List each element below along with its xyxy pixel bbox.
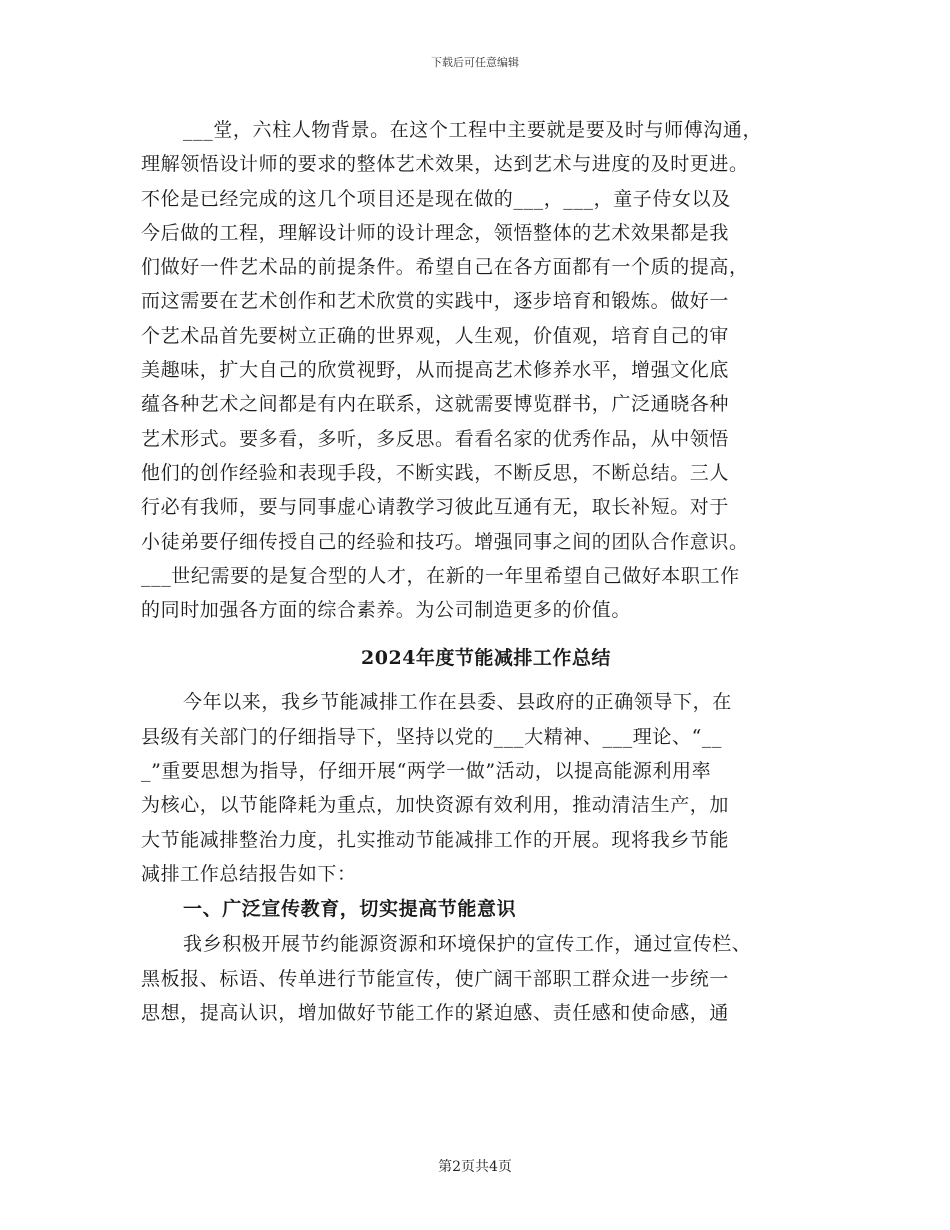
header-note: 下载后可任意编辑 [431,56,519,69]
page-number-footer: 第2页共4页 [438,1159,512,1175]
text-line: 小徒弟要仔细传授自己的经验和技巧。增强同事之间的团队合作意识。 [141,530,749,553]
text-line: 为核心，以节能降耗为重点，加快资源有效利用，推动清洁生产，加 [141,794,730,817]
text-line: 行必有我师，要与同事虚心请教学习彼此互通有无，取长补短。对于 [141,496,730,519]
text-line: 们做好一件艺术品的前提条件。希望自己在各方面都有一个质的提高， [141,256,749,279]
document-body [141,113,831,1030]
text-line: 艺术形式。要多看，多听，多反思。看看名家的优秀作品，从中领悟 [141,427,730,450]
text-line: ___堂，六柱人物背景。在这个工程中主要就是要及时与师傅沟通， [183,119,763,141]
section-heading: 一、广泛宣传教育，切实提高节能意识 [183,898,517,921]
text-line: 大节能减排整治力度，扎实推动节能减排工作的开展。现将我乡节能 [141,828,730,851]
text-line: 思想，提高认识，增加做好节能工作的紧迫感、责任感和使命感，通 [141,1001,730,1024]
text-line: 他们的创作经验和表现手段，不断实践，不断反思，不断总结。三人 [141,461,730,484]
text-line: 今后做的工程，理解设计师的设计理念，领悟整体的艺术效果都是我 [141,221,730,244]
paragraph-continuation [141,113,831,627]
text-line: 理解领悟设计师的要求的整体艺术效果，达到艺术与进度的及时更进。 [141,153,749,176]
text-line: 减排工作总结报告如下： [141,862,357,885]
text-line: 今年以来，我乡节能减排工作在县委、县政府的正确领导下，在 [183,691,732,714]
text-line: 个艺术品首先要树立正确的世界观，人生观，价值观，培育自己的审 [141,324,730,347]
text-line: 蕴各种艺术之间都是有内在联系，这就需要博览群书，广泛通晓各种 [141,393,730,416]
document-title: 2024年度节能减排工作总结 [361,647,611,670]
paragraph-section1 [141,927,831,1030]
text-line: 的同时加强各方面的综合素养。为公司制造更多的价值。 [141,599,632,622]
text-line: 不伦是已经完成的这几个项目还是现在做的___，___，童子侍女以及 [141,187,731,210]
text-line: 县级有关部门的仔细指导下，坚持以党的___大精神、___理论、“__ [141,725,723,748]
text-line: ___世纪需要的是复合型的人才，在新的一年里希望自己做好本职工作 [141,564,740,587]
text-line: 黑板报、标语、传单进行节能宣传，使广阔干部职工群众进一步统一 [141,967,730,990]
text-line: _”重要思想为指导，仔细开展“两学一做”活动，以提高能源利用率 [141,760,712,783]
text-line: 美趣味，扩大自己的欣赏视野，从而提高艺术修养水平，增强文化底 [141,359,730,382]
text-line: 而这需要在艺术创作和艺术欣赏的实践中，逐步培育和锻炼。做好一 [141,290,730,313]
paragraph-intro [141,685,831,891]
text-line: 我乡积极开展节约能源资源和环境保护的宣传工作，通过宣传栏、 [183,933,752,956]
